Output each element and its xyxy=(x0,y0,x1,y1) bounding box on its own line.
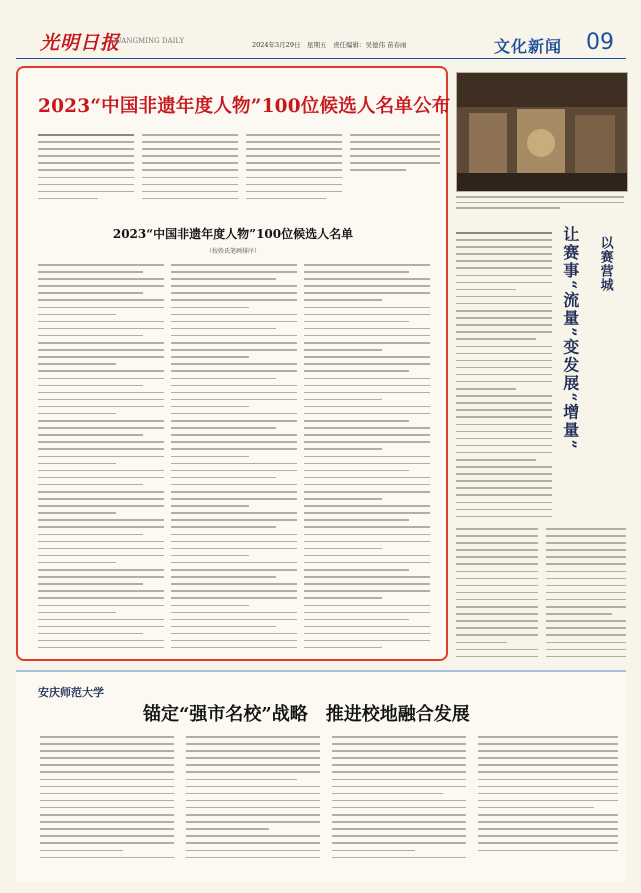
lead-paragraph-column xyxy=(142,134,238,216)
feature-text-column xyxy=(40,736,174,870)
commentary-title-secondary: 以赛营城 xyxy=(597,236,613,292)
date-editor-line: 2024年3月29日 星期五 责任编辑：吴德伟 苗春雨 xyxy=(252,41,407,49)
candidate-list-column xyxy=(171,264,297,648)
commentary-title: 让赛事“流量”变发展“增量” xyxy=(560,226,580,451)
feature-text-column xyxy=(478,736,618,870)
newspaper-logo-sub: GUANGMING DAILY xyxy=(110,37,185,45)
candidate-list-column xyxy=(304,264,430,648)
header-rule xyxy=(16,58,626,59)
page-number: 09 xyxy=(586,30,614,55)
photo-caption xyxy=(456,196,624,213)
lead-paragraph-column xyxy=(246,134,342,216)
newspaper-logo: 光明日报 xyxy=(40,32,121,54)
commentary-text-column xyxy=(546,528,626,664)
article-headline: 2023“中国非遗年度人物”100位候选人名单公布 xyxy=(38,96,451,117)
candidate-list-column xyxy=(38,264,164,648)
candidate-list-note: （按姓氏笔画排序） xyxy=(205,248,260,255)
feature-text-column xyxy=(186,736,320,870)
section-title: 文化新闻 xyxy=(494,37,563,56)
commentary-text-column xyxy=(456,528,538,664)
candidate-list-title: 2023“中国非遗年度人物”100位候选人名单 xyxy=(112,227,354,241)
feature-text-column xyxy=(332,736,466,870)
exhibition-photo xyxy=(456,72,628,192)
page-header xyxy=(0,0,641,60)
lead-paragraph-column xyxy=(38,134,134,216)
commentary-text-column xyxy=(456,232,552,522)
exhibition-photo-illustration xyxy=(457,73,627,191)
highlighted-article-frame[interactable] xyxy=(16,66,451,661)
university-name: 安庆师范大学 xyxy=(38,686,104,699)
lead-paragraph-column xyxy=(350,134,440,216)
university-feature-title: 锚定“强市名校”战略 推进校地融合发展 xyxy=(143,704,470,725)
